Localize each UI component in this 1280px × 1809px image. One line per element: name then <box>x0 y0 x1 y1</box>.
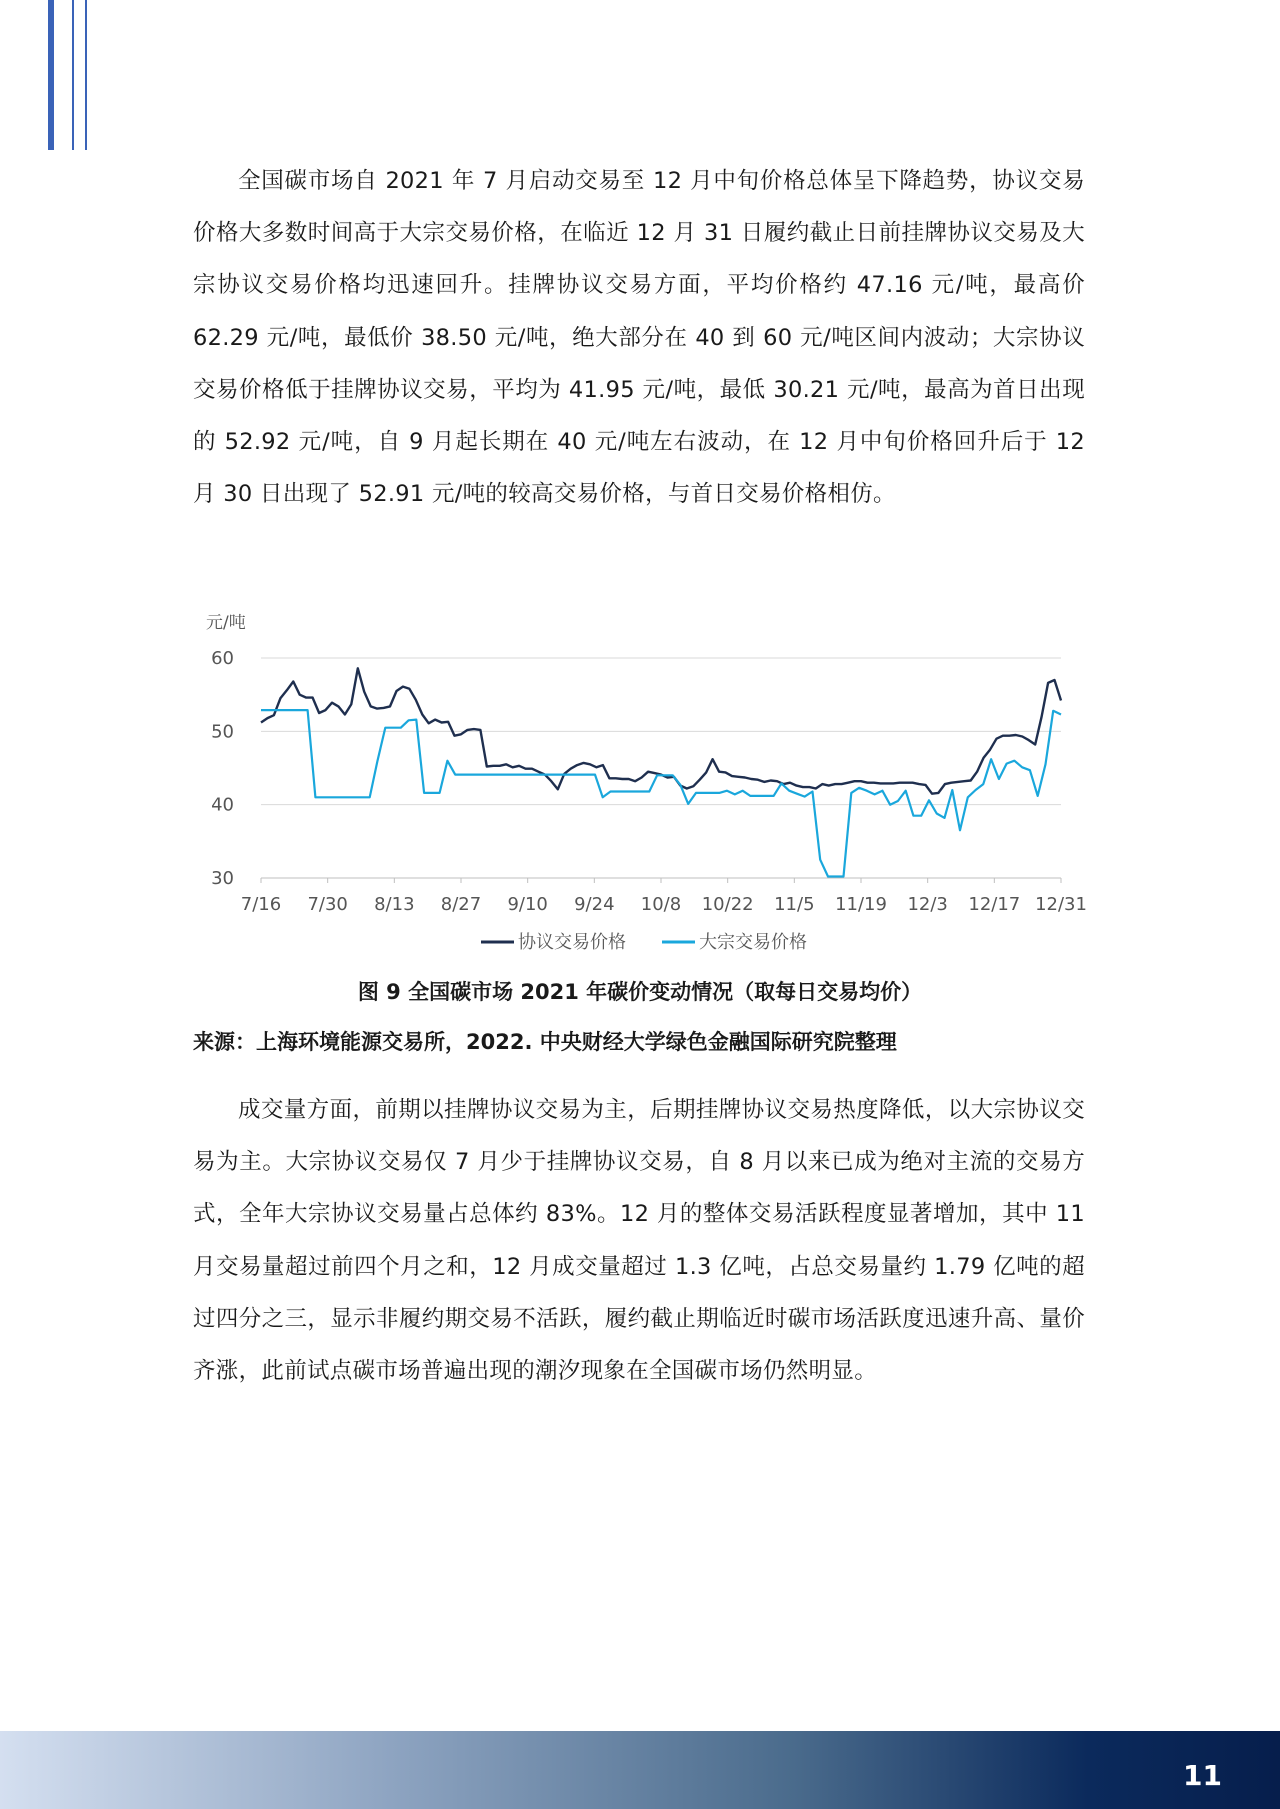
header-accent-line <box>85 0 87 150</box>
x-tick-label: 12/17 <box>968 894 1021 915</box>
y-tick-label: 50 <box>211 721 234 743</box>
x-tick-label: 9/10 <box>507 894 548 915</box>
series-line-2 <box>261 710 1061 876</box>
y-tick-label: 60 <box>211 648 234 669</box>
price-chart <box>196 600 1096 960</box>
figure-caption: 图 9 全国碳市场 2021 年碳价变动情况（取每日交易均价） <box>357 980 923 1004</box>
x-tick-label: 10/22 <box>701 894 754 915</box>
body-paragraph: 成交量方面，前期以挂牌协议交易为主，后期挂牌协议交易热度降低，以大宗协议交易为主。大宗协议交易仅 7 月少于挂牌协议交易，自 8 月以来已成为绝对主流的交易方式，全年大宗协议交易量占总体约 83%。12 月的整体交易活跃程度显著增加，其中 11 月交易量超过前四个月之和，12 月成交量超过 1.3 亿吨，占总交易量约 1.79 亿吨的超过四分之三，显示非履约期交易不活跃，履约截止期临近时碳市场活跃度迅速升高、量价齐涨，此前试点碳市场普遍出现的潮汐现象在全国碳市场仍然明显。 <box>193 1097 1085 1385</box>
header-accent-bar <box>48 0 54 150</box>
page-number: 11 <box>1183 1759 1222 1792</box>
x-tick-label: 12/3 <box>907 894 948 915</box>
x-tick-label: 12/31 <box>1035 894 1087 915</box>
x-tick-label: 9/24 <box>574 894 615 915</box>
y-tick-label: 40 <box>211 794 234 816</box>
x-tick-label: 7/16 <box>240 894 282 915</box>
x-tick-label: 10/8 <box>640 894 682 915</box>
body-paragraph: 全国碳市场自 2021 年 7 月启动交易至 12 月中旬价格总体呈下降趋势，协议交易价格大多数时间高于大宗交易价格，在临近 12 月 31 日履约截止日前挂牌协议交易及大宗协议交易价格均迅速回升。挂牌协议交易方面，平均价格约 47.16 元/吨，最高价 62.29 元/吨，最低价 38.50 元/吨，绝大部分在 40 到 60 元/吨区间内波动；大宗协议交易价格低于挂牌协议交易，平均为 41.95 元/吨，最低 30.21 元/吨，最高为首日出现的 52.92 元/吨，自 9 月起长期在 40 元/吨左右波动，在 12 月中旬价格回升后于 12 月 30 日出现了 52.91 元/吨的较高交易价格，与首日交易价格相仿。 <box>193 168 1085 508</box>
header-accent-line <box>72 0 74 150</box>
footer-band <box>0 1731 1280 1809</box>
figure-source: 来源：上海环境能源交易所，2022. 中央财经大学绿色金融国际研究院整理 <box>193 1030 897 1054</box>
x-tick-label: 11/19 <box>835 894 887 915</box>
x-tick-label: 8/13 <box>374 894 415 915</box>
y-tick-label: 30 <box>211 868 234 889</box>
x-tick-label: 8/27 <box>440 894 482 915</box>
x-tick-label: 11/5 <box>774 894 815 915</box>
x-tick-label: 7/30 <box>307 894 348 915</box>
legend-label-2: 大宗交易价格 <box>699 932 807 953</box>
legend-label-1: 协议交易价格 <box>518 932 626 953</box>
y-axis-unit: 元/吨 <box>206 613 246 633</box>
